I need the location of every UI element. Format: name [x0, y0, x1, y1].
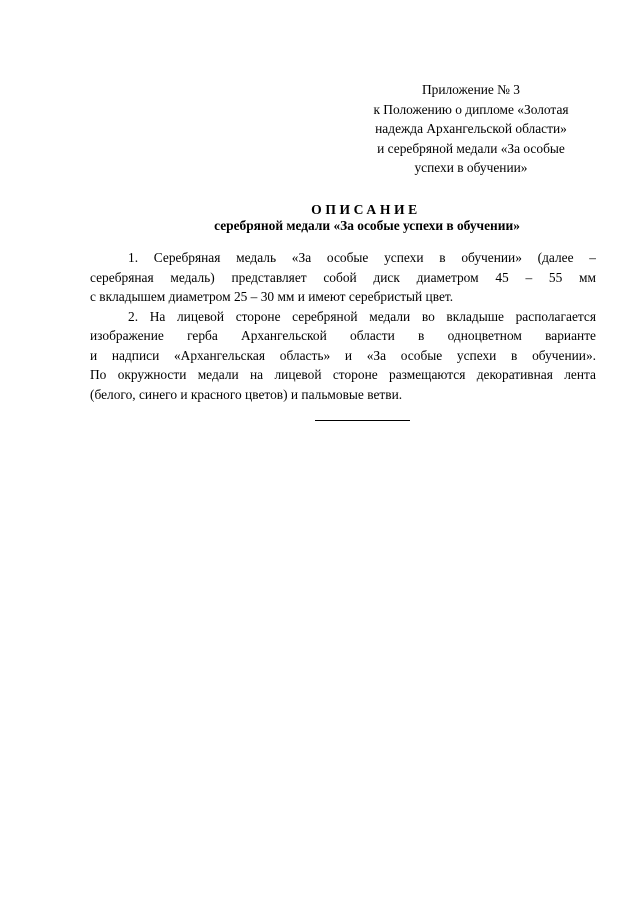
paragraph-1-line-2: серебряная медаль) представляет собой диск диаметром 45 – 55 мм [90, 269, 596, 285]
paragraph-1-line-1: 1. Серебряная медаль «За особые успехи в обучении» (далее – [128, 250, 596, 265]
appendix-line-4: и серебряной медали «За особые [377, 140, 565, 156]
paragraph-2-line-5: (белого, синего и красного цветов) и пальмовые ветви. [90, 386, 403, 402]
document-title: ОПИСАНИЕ [311, 202, 421, 217]
appendix-line-5: успехи в обучении» [414, 160, 528, 175]
paragraph-2-line-2: изображение герба Архангельской области в одноцветном варианте [90, 328, 596, 343]
paragraph-1 [90, 248, 596, 307]
paragraph-2 [90, 307, 596, 405]
closing-rule [315, 420, 410, 421]
appendix-note [330, 80, 612, 178]
paragraph-2-line-1: 2. На лицевой стороне серебряной медали во вкладыше располагается [128, 308, 596, 324]
paragraph-1-line-3: с вкладышем диаметром 25 – 30 мм и имеют серебристый цвет. [90, 289, 454, 304]
paragraph-2-line-3: и надписи «Архангельская область» и «За особые успехи в обучении». [90, 347, 596, 363]
appendix-line-3: надежда Архангельской области» [375, 121, 567, 136]
appendix-line-1: Приложение № 3 [421, 82, 521, 97]
appendix-line-2: к Положению о дипломе «Золотая [373, 101, 569, 117]
document-subtitle: серебряной медали «За особые успехи в обучении» [214, 218, 520, 233]
document-body [90, 248, 596, 404]
paragraph-2-line-4: По окружности медали на лицевой стороне размещаются декоративная лента [90, 367, 596, 382]
